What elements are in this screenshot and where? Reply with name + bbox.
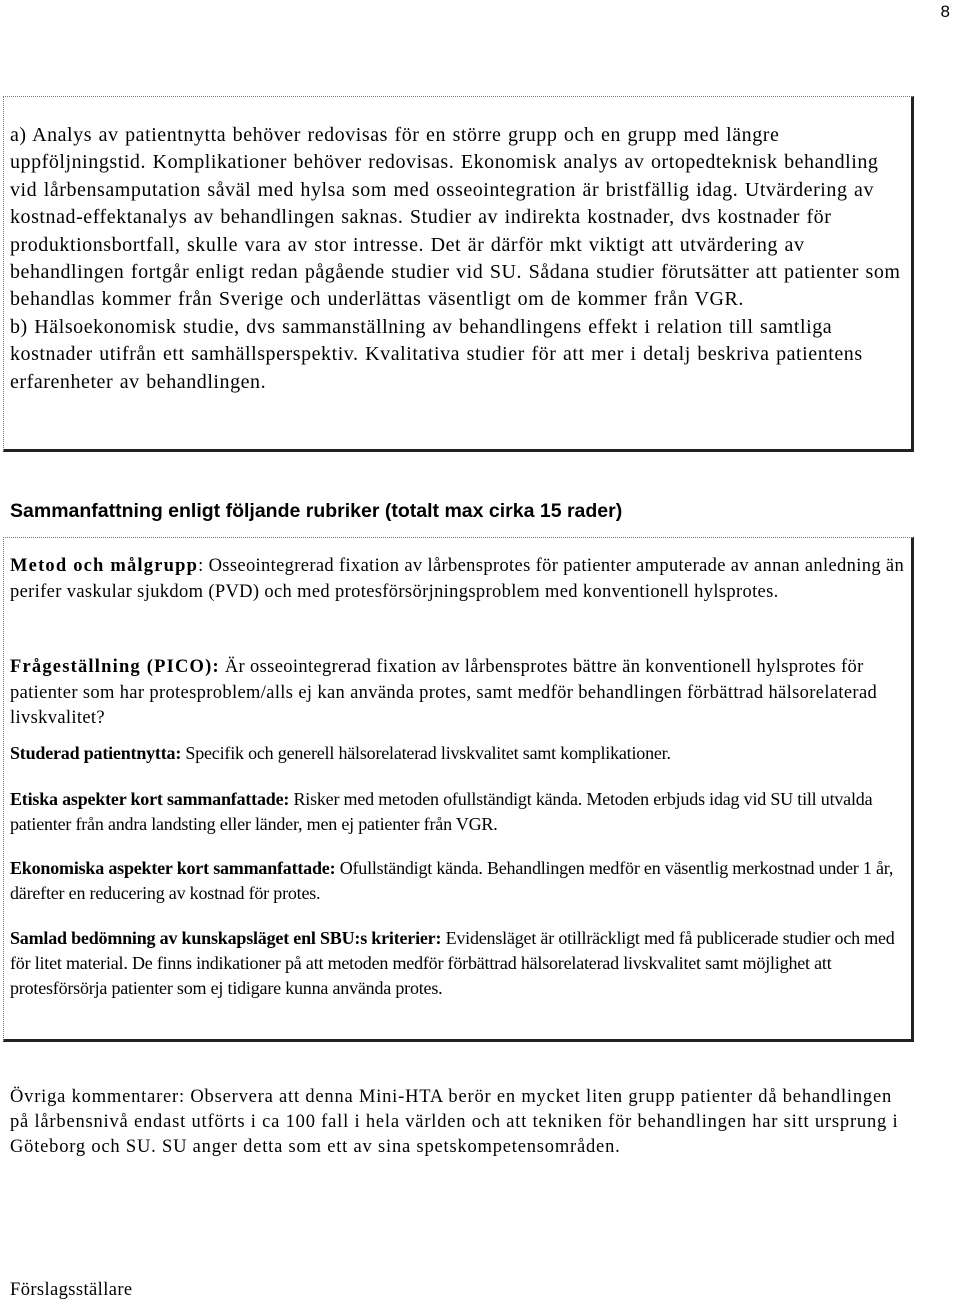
studerad-text: Specifik och generell hälsorelaterad livskvalitet samt komplikationer. bbox=[181, 743, 671, 763]
etiska-text: Risker med metoden ofullständigt kända. Metoden erbjuds idag vid SU till utvalda patienter från andra landsting eller länder, men ej patienter från VGR. bbox=[10, 789, 873, 834]
etiska-label: Etiska aspekter kort sammanfattade: bbox=[10, 789, 290, 809]
page-number: 8 bbox=[940, 2, 950, 21]
samlad-label: Samlad bedömning av kunskapsläget enl SBU:s kriterier: bbox=[10, 928, 442, 948]
analysis-text-a: a) Analys av patientnytta behöver redovisas för en större grupp och en grupp med längre uppföljningstid. Komplikationer behöver redovisas. Ekonomisk analys av ortopedteknisk behandling vid lårbensamputation såväl med hylsa som med osseointegration är bristfällig idag. Utvärdering av kostnad-effektanalys av behandlingen saknas. Studier av indirekta kostnader, dvs kostnader för produktionsbortfall, skulle vara av stor intresse. Det är därför mkt viktigt att utvärdering av behandlingen fortgår enligt redan pågående studier vid SU. Sådana studier förutsätter att patienter som behandlas kommer från Sverige och underlättas väsentligt om de kommer från VGR. bbox=[10, 124, 901, 311]
studerad-label: Studerad patientnytta: bbox=[10, 743, 182, 763]
fragestallning-paragraph bbox=[10, 655, 905, 732]
samlad-paragraph bbox=[10, 926, 905, 1001]
ekonomiska-label: Ekonomiska aspekter kort sammanfattade: bbox=[10, 858, 336, 878]
etiska-paragraph bbox=[10, 787, 905, 837]
metod-paragraph bbox=[10, 554, 905, 605]
metod-label: Metod och målgrupp bbox=[10, 556, 199, 576]
fragestallning-text: Är osseointegrerad fixation av lårbensprotes bättre än konventionell hylsprotes för patienter som har protesproblem/alls ej kan använda protes, samt medför behandlingen förbättrad hälsorelaterad livskvalitet? bbox=[10, 657, 878, 728]
ekonomiska-paragraph bbox=[10, 856, 905, 906]
analysis-box-text bbox=[10, 122, 910, 396]
fragestallning-label: Frågeställning (PICO): bbox=[10, 657, 220, 677]
samlad-text: Evidensläget är otillräckligt med få publicerade studier och med för litet material. De finns indikationer på att metoden medför förbättrad hälsorelaterad livskvalitet samt möjlighet att protesförsörja patienter som ej tidigare kunna använda protes. bbox=[10, 928, 895, 998]
ekonomiska-text: Ofullständigt kända. Behandlingen medför en väsentlig merkostnad under 1 år, därefter en reducering av kostnad för protes. bbox=[10, 858, 894, 903]
summary-heading: Sammanfattning enligt följande rubriker (totalt max cirka 15 rader) bbox=[10, 500, 623, 522]
metod-text: : Osseointegrerad fixation av lårbensprotes för patienter amputerade av annan anledning än perifer vaskular sjukdom (PVD) och med protesförsörjningsproblem med konventionell hylsprotes. bbox=[10, 556, 905, 602]
studerad-paragraph bbox=[10, 741, 905, 766]
forslagsstallare-label: Förslagsställare bbox=[10, 1280, 133, 1300]
analysis-text-b: b) Hälsoekonomisk studie, dvs sammanställning av behandlingens effekt i relation till samtliga kostnader utifrån ett samhällsperspektiv. Kvalitativa studier för att mer i detalj beskriva patientens erfarenheter av behandlingen. bbox=[10, 315, 863, 393]
comments-paragraph: Övriga kommentarer: Observera att denna Mini-HTA berör en mycket liten grupp patienter då behandlingen på lårbensnivå endast utförts i ca 100 fall i hela världen och att tekniken för behandlingen har sitt ursprung i Göteborg och SU. SU anger detta som ett av sina spetskompetensområden. bbox=[10, 1087, 899, 1157]
